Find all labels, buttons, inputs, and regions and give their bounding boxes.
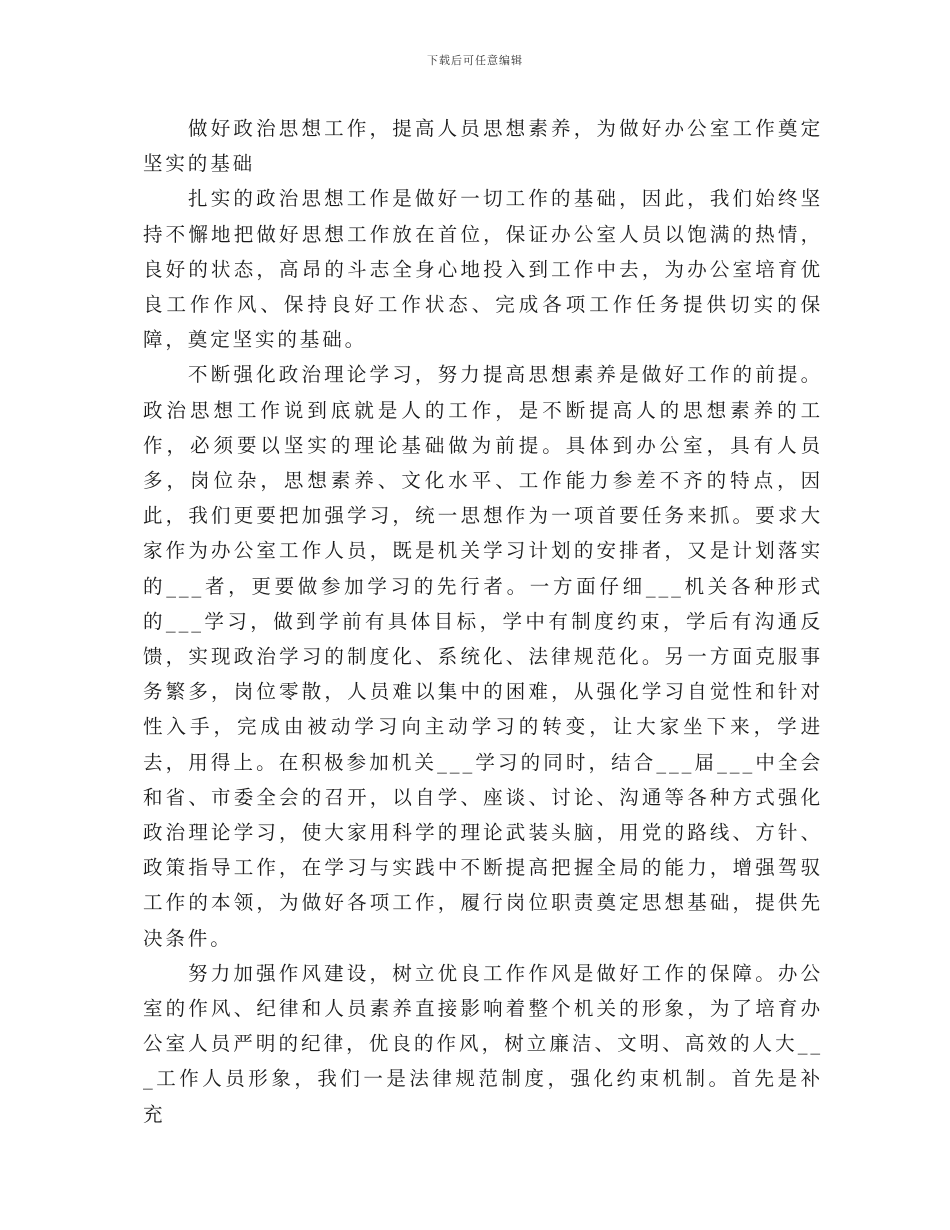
- document-body: [143, 111, 823, 1132]
- header-note: 下载后可任意编辑: [427, 54, 523, 67]
- body-paragraph: 不断强化政治理论学习，努力提高思想素养是做好工作的前提。政治思想工作说到底就是人的工作，是不断提高人的思想素养的工作，必须要以坚实的理论基础做为前提。具体到办公室，具有人员多，岗位杂，思想素养、文化水平、工作能力参差不齐的特点，因此，我们更要把加强学习，统一思想作为一项首要任务来抓。要求大家作为办公室工作人员，既是机关学习计划的安排者，又是计划落实的___者，更要做参加学习的先行者。一方面仔细___机关各种形式的___学习，做到学前有具体目标，学中有制度约束，学后有沟通反馈，实现政治学习的制度化、系统化、法律规范化。另一方面克服事务繁多，岗位零散，人员难以集中的困难，从强化学习自觉性和针对性入手，完成由被动学习向主动学习的转变，让大家坐下来，学进去，用得上。在积极参加机关___学习的同时，结合___届___中全会和省、市委全会的召开，以自学、座谈、讨论、沟通等各种方式强化政治理论学习，使大家用科学的理论武装头脑，用党的路线、方针、政策指导工作，在学习与实践中不断提高把握全局的能力，增强驾驭工作的本领，为做好各项工作，履行岗位职责奠定思想基础，提供先决条件。: [143, 363, 823, 950]
- body-paragraph: 扎实的政治思想工作是做好一切工作的基础，因此，我们始终坚持不懈地把做好思想工作放在首位，保证办公室人员以饱满的热情，良好的状态，高昂的斗志全身心地投入到工作中去，为办公室培育优良工作作风、保持良好工作状态、完成各项工作任务提供切实的保障，奠定坚实的基础。: [143, 187, 823, 352]
- section-heading: 做好政治思想工作，提高人员思想素养，为做好办公室工作奠定坚实的基础: [143, 117, 823, 176]
- body-paragraph: 努力加强作风建设，树立优良工作作风是做好工作的保障。办公室的作风、纪律和人员素养直接影响着整个机关的形象，为了培育办公室人员严明的纪律，优良的作风，树立廉洁、文明、高效的人大___工作人员形象，我们一是法律规范制度，强化约束机制。首先是补充: [143, 961, 823, 1126]
